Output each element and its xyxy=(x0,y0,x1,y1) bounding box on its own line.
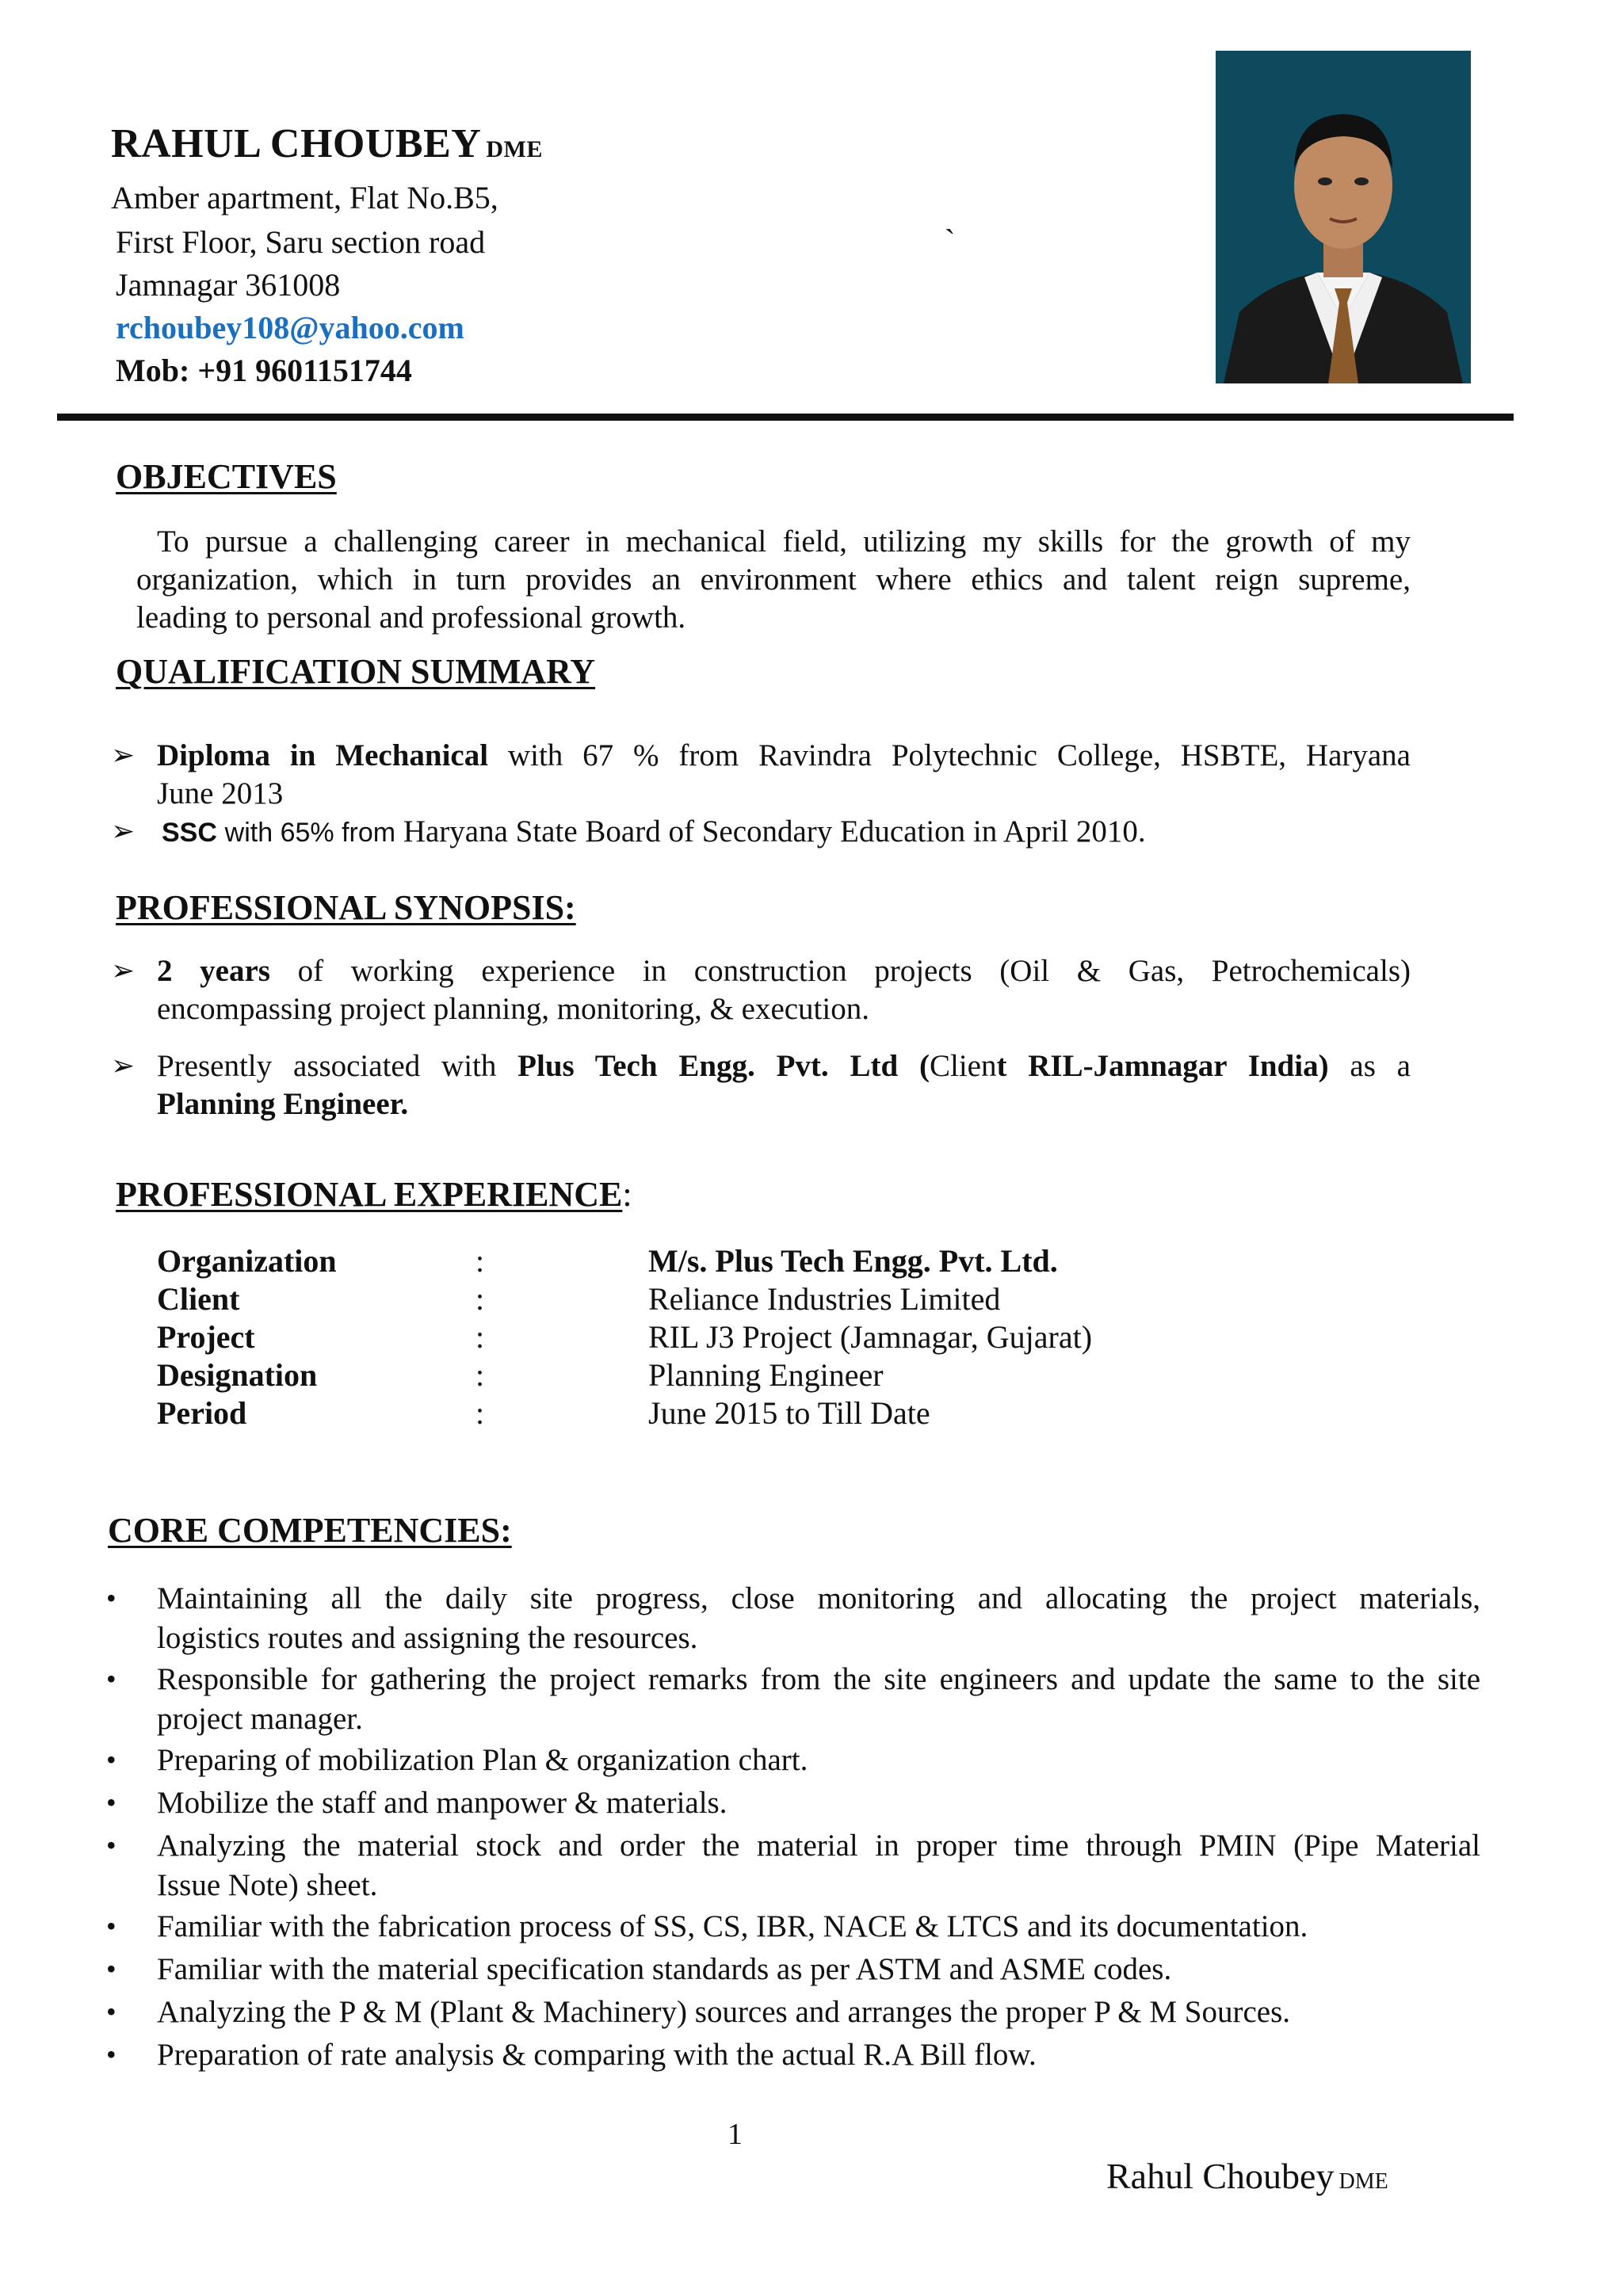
competency-item-continued: Issue Note) sheet. xyxy=(157,1868,378,1902)
arrow-bullet-icon: ➢ xyxy=(111,815,136,847)
competency-item: Familiar with the fabrication process of SS, CS, IBR, NACE & LTCS and its documentation. xyxy=(157,1909,1308,1943)
objectives-line-3: leading to personal and professional growth. xyxy=(136,601,686,635)
synopsis-item-1: 2 years of working experience in construction projects (Oil & Gas, Petrochemicals) xyxy=(157,954,1411,988)
experience-colon: : xyxy=(475,1357,485,1393)
bullet-dot-icon: • xyxy=(106,1744,116,1775)
qualification-item-1-line-2: June 2013 xyxy=(157,776,284,810)
bullet-dot-icon: • xyxy=(106,1787,116,1818)
bullet-dot-icon: • xyxy=(106,2039,116,2070)
experience-value-organization: M/s. Plus Tech Engg. Pvt. Ltd. xyxy=(648,1243,1058,1279)
page-number: 1 xyxy=(727,2118,743,2151)
experience-colon: : xyxy=(475,1243,485,1279)
competency-item: Analyzing the material stock and order the material in proper time through PMIN (Pipe Material xyxy=(157,1829,1480,1863)
competency-item-continued: project manager. xyxy=(157,1702,363,1736)
synopsis-item-2: Presently associated with Plus Tech Engg. Pvt. Ltd (Client RIL-Jamnagar India) as a xyxy=(157,1049,1411,1083)
competencies-heading: CORE COMPETENCIES: xyxy=(108,1511,512,1550)
competency-item: Mobilize the staff and manpower & materials. xyxy=(157,1786,727,1820)
bullet-dot-icon: • xyxy=(106,1910,116,1942)
experience-label-organization: Organization xyxy=(157,1243,337,1279)
experience-value-project: RIL J3 Project (Jamnagar, Gujarat) xyxy=(648,1319,1093,1355)
bullet-dot-icon: • xyxy=(106,1663,116,1695)
header-divider xyxy=(57,414,1514,421)
competency-item: Preparation of rate analysis & comparing with the actual R.A Bill flow. xyxy=(157,2038,1037,2072)
objectives-line-2: organization, which in turn provides an environment where ethics and talent reign supreme, xyxy=(136,563,1411,597)
synopsis-heading: PROFESSIONAL SYNOPSIS: xyxy=(116,888,576,927)
candidate-name: RAHUL CHOUBEY DME xyxy=(111,121,543,166)
competency-item: Responsible for gathering the project remarks from the site engineers and update the same to the site xyxy=(157,1662,1480,1696)
competency-item: Preparing of mobilization Plan & organization chart. xyxy=(157,1743,808,1777)
competency-item: Familiar with the material specification standards as per ASTM and ASME codes. xyxy=(157,1952,1172,1986)
mobile-number: Mob: +91 9601151744 xyxy=(116,353,412,388)
arrow-bullet-icon: ➢ xyxy=(111,955,136,986)
address-line-1: Amber apartment, Flat No.B5, xyxy=(111,180,498,215)
experience-colon: : xyxy=(475,1281,485,1317)
synopsis-item-2-line-2: Planning Engineer. xyxy=(157,1087,409,1121)
experience-value-designation: Planning Engineer xyxy=(648,1357,884,1393)
competency-item-continued: logistics routes and assigning the resources. xyxy=(157,1621,698,1655)
bullet-dot-icon: • xyxy=(106,1829,116,1861)
experience-label-client: Client xyxy=(157,1281,240,1317)
competency-item: Analyzing the P & M (Plant & Machinery) sources and arranges the proper P & M Sources. xyxy=(157,1995,1291,2029)
arrow-bullet-icon: ➢ xyxy=(111,1050,136,1081)
experience-colon: : xyxy=(475,1319,485,1355)
objectives-line-1: To pursue a challenging career in mechanical field, utilizing my skills for the growth of my xyxy=(157,524,1411,559)
objectives-heading: OBJECTIVES xyxy=(116,457,337,496)
stray-mark: ` xyxy=(945,223,956,258)
email-link[interactable]: rchoubey108@yahoo.com xyxy=(116,310,464,345)
experience-colon: : xyxy=(475,1395,485,1431)
bullet-dot-icon: • xyxy=(106,1996,116,2027)
synopsis-item-1-line-2: encompassing project planning, monitoring, & execution. xyxy=(157,992,869,1026)
address-line-3: Jamnagar 361008 xyxy=(116,267,341,303)
qualification-heading: QUALIFICATION SUMMARY xyxy=(116,652,596,691)
portrait-illustration xyxy=(1216,51,1471,383)
footer-signature: Rahul Choubey DME xyxy=(1106,2156,1388,2196)
experience-label-period: Period xyxy=(157,1395,247,1431)
bullet-dot-icon: • xyxy=(106,1953,116,1985)
experience-label-project: Project xyxy=(157,1319,255,1355)
competency-item: Maintaining all the daily site progress, close monitoring and allocating the project materials, xyxy=(157,1581,1480,1615)
qualification-item-2: SSC with 65% from Haryana State Board of Secondary Education in April 2010. xyxy=(162,814,1146,849)
experience-label-designation: Designation xyxy=(157,1357,318,1393)
address-line-2: First Floor, Saru section road xyxy=(116,224,486,260)
qualification-item-1: Diploma in Mechanical with 67 % from Ravindra Polytechnic College, HSBTE, Haryana xyxy=(157,738,1411,772)
experience-heading: PROFESSIONAL EXPERIENCE: xyxy=(116,1175,632,1214)
experience-value-client: Reliance Industries Limited xyxy=(648,1281,1001,1317)
experience-value-period: June 2015 to Till Date xyxy=(648,1395,930,1431)
arrow-bullet-icon: ➢ xyxy=(111,739,136,771)
bullet-dot-icon: • xyxy=(106,1582,116,1614)
profile-photo xyxy=(1216,51,1471,383)
